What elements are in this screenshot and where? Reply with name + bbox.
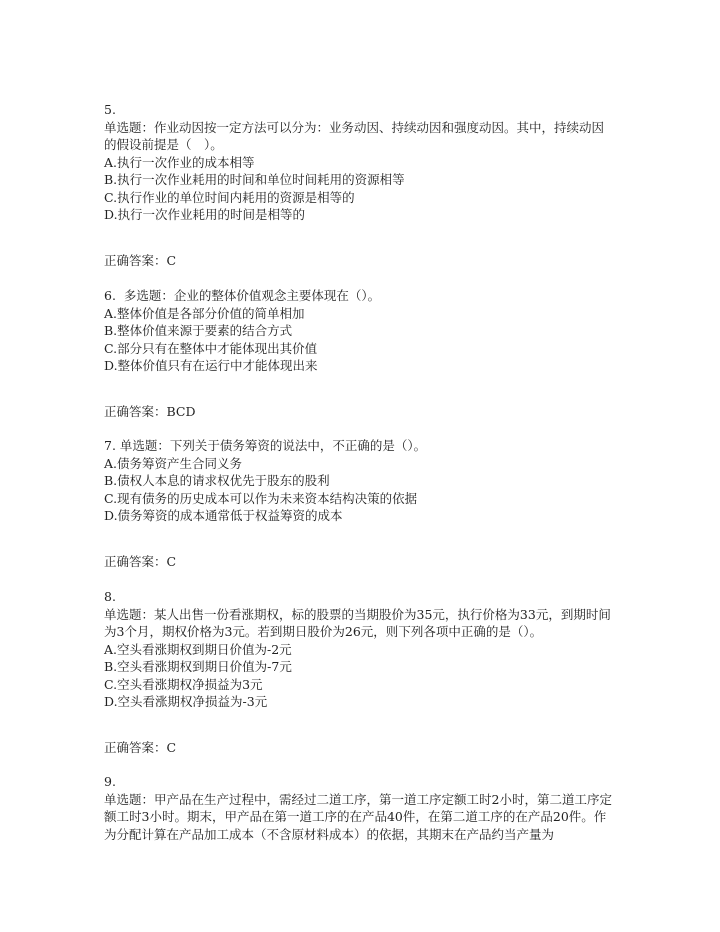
option-a: A.执行一次作业的成本相等 — [104, 154, 255, 170]
question-5 — [104, 101, 616, 269]
question-9 — [104, 773, 616, 843]
correct-answer: 正确答案：C — [104, 252, 177, 268]
question-stem: 单选题：甲产品在生产过程中，需经过二道工序，第一道工序定额工时2小时，第二道工序定额工时3小时。期末，甲产品在第一道工序的在产品40件，在第二道工序的在产品20件。作为分配计算在产品加工成本（不含原材料成本）的依据，其期末在产品约当产量为 — [104, 791, 612, 842]
correct-answer: 正确答案：BCD — [104, 403, 196, 419]
question-number: 9. — [104, 774, 116, 789]
option-b: B.空头看涨期权到期日价值为-7元 — [104, 659, 292, 674]
correct-answer: 正确答案：C — [104, 553, 177, 569]
option-c: C.部分只有在整体中才能体现出其价值 — [104, 340, 318, 356]
question-8 — [104, 588, 616, 756]
question-stem: 多选题：企业的整体价值观念主要体现在（）。 — [123, 288, 381, 303]
option-b: B.执行一次作业耗用的时间和单位时间耗用的资源相等 — [104, 172, 405, 187]
question-7 — [104, 437, 616, 570]
question-number: 8. — [104, 589, 116, 604]
correct-answer: 正确答案：C — [104, 739, 177, 755]
option-c: C.执行作业的单位时间内耗用的资源是相等的 — [104, 189, 355, 205]
option-c: C.现有债务的历史成本可以作为未来资本结构决策的依据 — [104, 490, 418, 506]
question-number: 7. — [104, 438, 116, 453]
option-a: A.整体价值是各部分价值的简单相加 — [104, 305, 305, 321]
option-d: D.空头看涨期权净损益为-3元 — [104, 694, 268, 709]
option-b: B.债权人本息的请求权优先于股东的股利 — [104, 473, 330, 488]
option-d: D.债务筹资的成本通常低于权益筹资的成本 — [104, 508, 343, 523]
question-number: 5. — [104, 102, 116, 117]
question-stem: 单选题：下列关于债务筹资的说法中，不正确的是（）。 — [119, 438, 427, 453]
question-stem: 单选题：某人出售一份看涨期权，标的股票的当期股价为35元，执行价格为33元，到期时间为3个月，期权价格为3元。若到期日股价为26元，则下列各项中正确的是（）。 — [104, 606, 611, 639]
option-c: C.空头看涨期权净损益为3元 — [104, 676, 263, 692]
option-a: A.空头看涨期权到期日价值为-2元 — [104, 641, 292, 657]
option-b: B.整体价值来源于要素的结合方式 — [104, 323, 293, 338]
option-a: A.债务筹资产生合同义务 — [104, 455, 243, 471]
question-number: 6. — [104, 288, 116, 303]
question-6 — [104, 287, 616, 420]
option-d: D.执行一次作业耗用的时间是相等的 — [104, 207, 306, 222]
option-d: D.整体价值只有在运行中才能体现出来 — [104, 358, 318, 373]
question-stem: 单选题：作业动因按一定方法可以分为：业务动因、持续动因和强度动因。其中，持续动因的假设前提是（ ）。 — [104, 119, 605, 152]
